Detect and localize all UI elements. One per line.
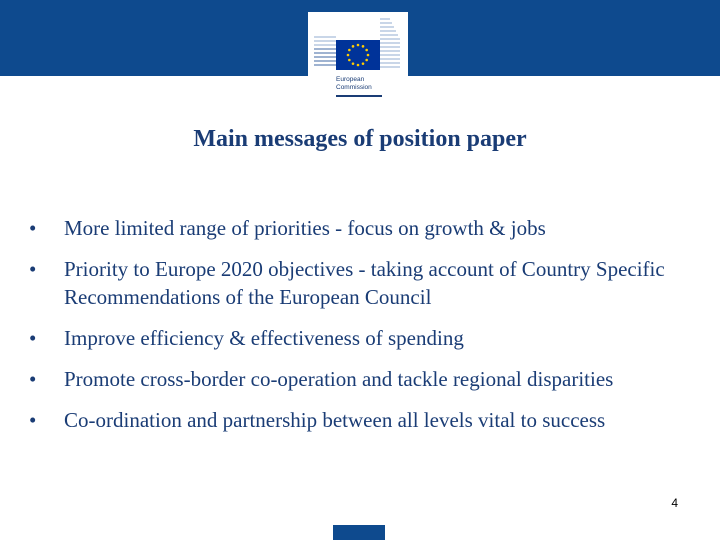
eu-star-icon: [362, 62, 365, 65]
logo-underline: [336, 95, 382, 97]
bullet-icon: •: [29, 408, 37, 432]
bullet-text: Co-ordination and partnership between all levels vital to success: [64, 408, 606, 432]
eu-star-icon: [357, 44, 360, 47]
bullet-text: More limited range of priorities - focus on growth & jobs: [64, 216, 546, 240]
bullet-list: [28, 214, 688, 447]
eu-star-icon: [352, 45, 355, 48]
eu-star-icon: [367, 54, 370, 57]
eu-star-icon: [365, 49, 368, 52]
eu-star-icon: [357, 64, 360, 67]
bullet-item: [28, 406, 688, 434]
bullet-item: [28, 365, 688, 393]
logo-text-line1: European: [336, 76, 365, 83]
bullet-text: Priority to Europe 2020 objectives - taking account of Country Specific Recommendations of the European Council: [64, 257, 665, 309]
eu-star-icon: [348, 59, 351, 62]
slide-title: Main messages of position paper: [193, 126, 527, 152]
logo-text: [336, 76, 396, 92]
bullet-text: Improve efficiency & effectiveness of spending: [64, 326, 464, 350]
bullet-icon: •: [29, 367, 37, 391]
bullet-icon: •: [29, 257, 37, 281]
bullet-item: [28, 214, 688, 242]
logo-text-line2: Commission: [336, 84, 372, 91]
eu-star-icon: [362, 45, 365, 48]
bullet-item: [28, 324, 688, 352]
bullet-text: Promote cross-border co-operation and tackle regional disparities: [64, 367, 614, 391]
eu-star-icon: [352, 62, 355, 65]
eu-star-icon: [347, 54, 350, 57]
bullet-icon: •: [29, 326, 37, 350]
eu-star-icon: [365, 59, 368, 62]
bullet-icon: •: [29, 216, 37, 240]
eu-star-icon: [348, 49, 351, 52]
bullet-item: [28, 255, 688, 311]
page-number: 4: [671, 496, 678, 510]
footer-bar: [333, 525, 385, 540]
